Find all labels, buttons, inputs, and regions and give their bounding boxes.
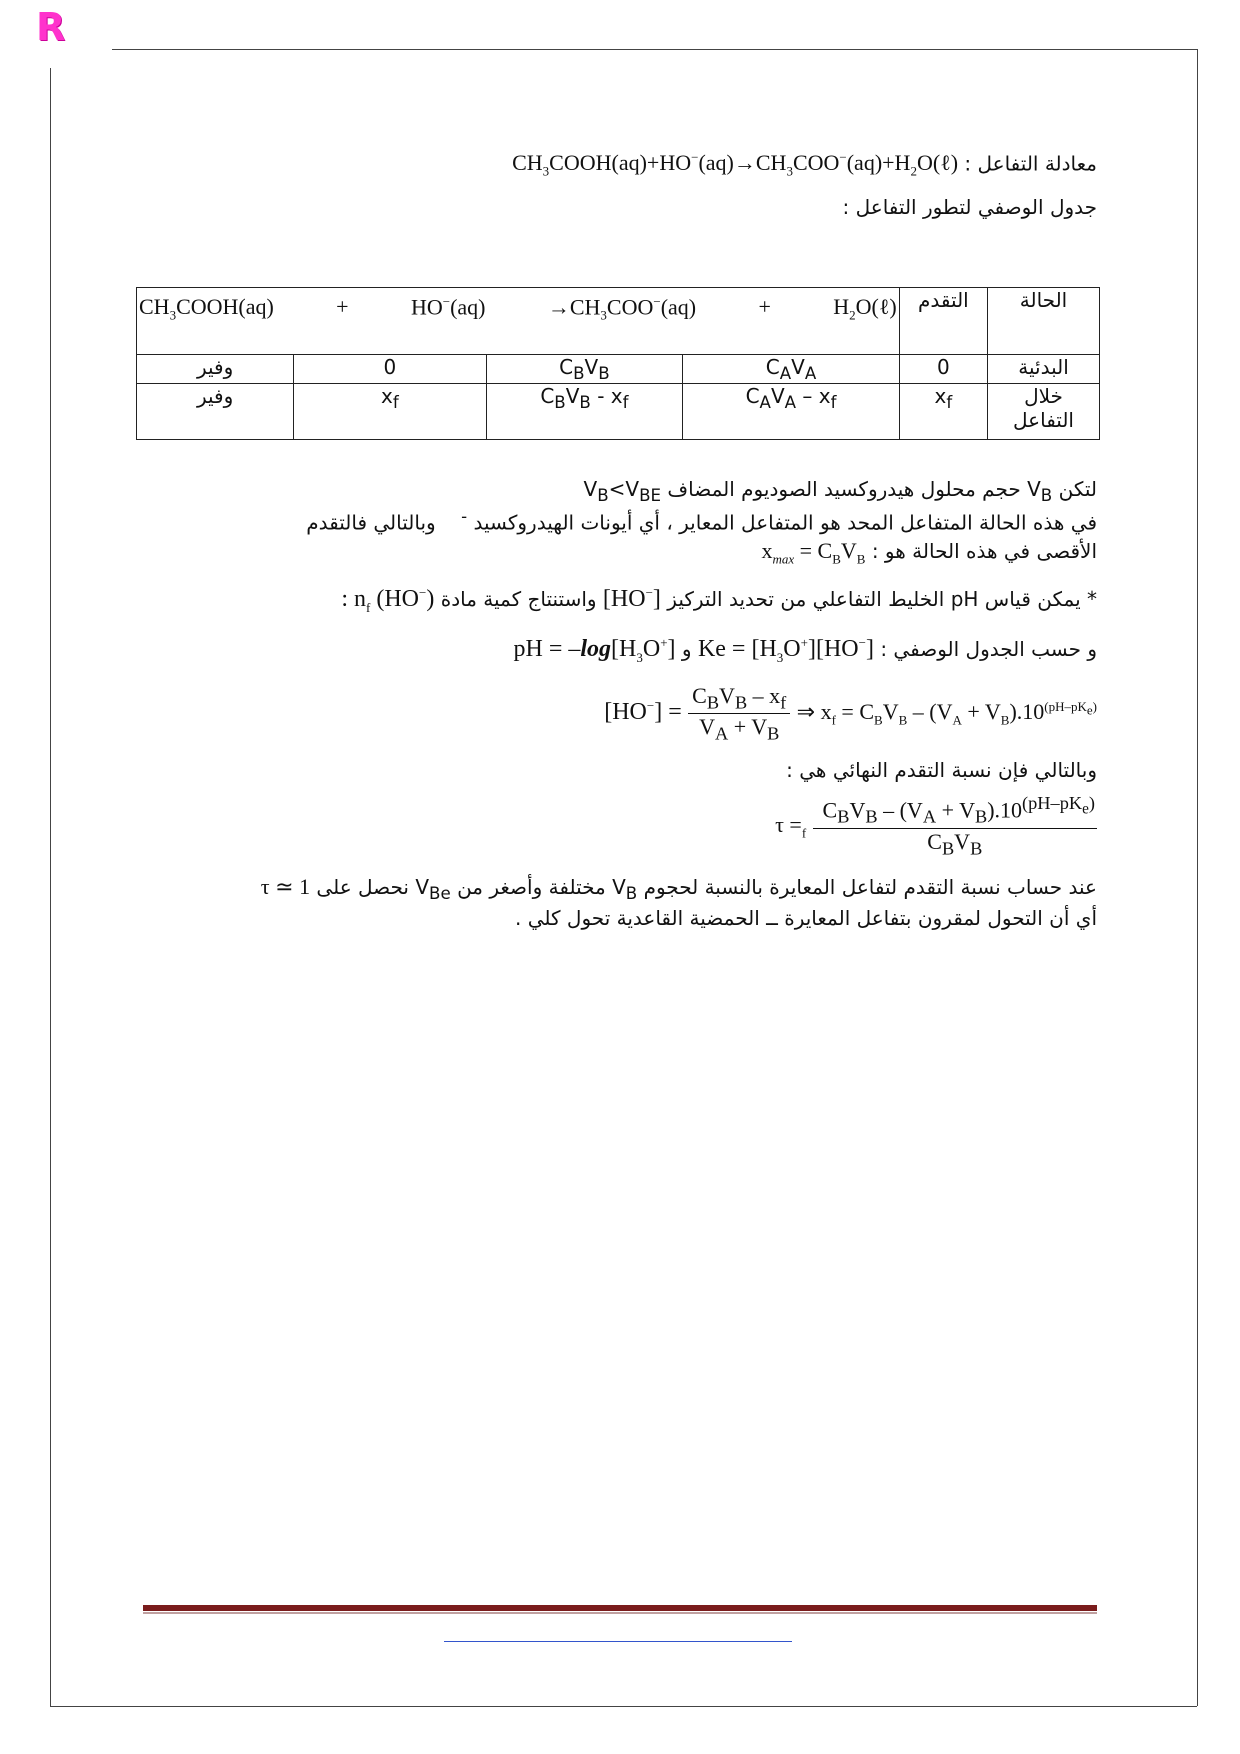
header-reactant1: $CH_3COOH(aq)$	[139, 294, 274, 323]
tau-symbol: $\tau =_f$	[775, 811, 807, 840]
cell-product1: $x_f$	[294, 384, 486, 440]
formula-xf-rhs: ⇒ $x_f = C_BV_B - (V_A + V_B).10^{(pH-pK_e)}$	[796, 699, 1097, 728]
text-line-1: لتكن $V_B$ حجم محلول هيدروكسيد الصوديوم المضاف $V_B<V_{BE}$	[583, 477, 1097, 505]
formula-xf-lhs: [HO−] =	[604, 698, 682, 726]
table-row-initial	[137, 355, 1100, 384]
header-advance: التقدم	[899, 288, 987, 355]
cell-state: خلال التفاعل	[988, 384, 1100, 440]
cell-reactant1: $C_AV_A$	[683, 355, 899, 384]
tau-numerator: $C_BV_B - (V_A + V_B).10^{(pH-pK_e)}$	[813, 793, 1097, 829]
header-equation-row	[137, 288, 899, 324]
text-line-7: عند حساب نسبة التقدم لتفاعل المعايرة بالنسبة لحجوم $V_B$ مختلفة وأصغر من $V_{Be}$ نحصل على τ ≃ 1	[260, 874, 1097, 903]
text-line-4	[341, 585, 1097, 616]
cell-reactant2: $C_BV_B$	[486, 355, 683, 384]
tau-approx: τ ≃ 1	[260, 874, 311, 899]
cell-reactant2: $C_BV_B - x_f$	[486, 384, 683, 440]
text-line-5-label: و حسب الجدول الوصفي :	[880, 637, 1097, 661]
cell-product1: 0	[294, 355, 486, 384]
ho-concentration: [HO−]	[602, 585, 661, 612]
text-line-8: أي أن التحول لمقرون بتفاعل المعايرة ــ الحمضية القاعدية تحول كلي .	[515, 906, 1097, 930]
ph-equation: pH = $-\log[H_3O^+]$	[513, 635, 676, 665]
table-title: جدول الوصفي لتطور التفاعل :	[842, 195, 1097, 219]
page-border-bottom	[50, 1706, 1197, 1707]
tau-denominator: $C_BV_B$	[927, 828, 983, 859]
cell-reactant1: $C_AV_A - x_f$	[683, 384, 899, 440]
table-header-row	[137, 288, 1100, 355]
footer-bar	[143, 1605, 1097, 1611]
nf-ho: : $n_f$ (HO−)	[341, 585, 435, 615]
text-line-5-and: و	[681, 637, 692, 661]
reaction-label: معادلة التفاعل :	[964, 151, 1097, 176]
footer-link[interactable]	[444, 1641, 792, 1642]
text-line-3-label: الأقصى في هذه الحالة هو :	[871, 539, 1097, 563]
text-line-5	[513, 635, 1097, 666]
footer-bar-shadow	[143, 1612, 1097, 1614]
page-border-left	[50, 68, 51, 1706]
page-border-right	[1197, 49, 1198, 1706]
logo-r: R	[36, 5, 66, 49]
formula-tau	[775, 793, 1097, 859]
cell-product2: وفير	[137, 355, 294, 384]
header-plus1: +	[336, 294, 349, 319]
header-state: الحالة	[988, 288, 1100, 355]
ke-equation: $Ke = [H_3O^+][HO^-]$	[697, 635, 874, 665]
header-product2: $H_2O(\ell)$	[833, 294, 897, 323]
cell-advance: 0	[899, 355, 987, 384]
formula-xf-fraction	[688, 683, 790, 745]
header-reactant2: HO−(aq)	[410, 294, 486, 320]
text-line-4-label: * يمكن قياس pH الخليط التفاعلي من تحديد التركيز	[667, 587, 1097, 611]
text-line-3	[761, 538, 1097, 567]
cell-advance: $x_f$	[899, 384, 987, 440]
xmax-equation: $x_{max} = C_BV_B$	[761, 538, 866, 567]
reaction-arrow: →	[733, 150, 756, 176]
table-row-during	[137, 384, 1100, 440]
progress-table	[136, 287, 1100, 440]
cell-state: البدئية	[988, 355, 1100, 384]
formula-tau-fraction	[813, 793, 1097, 859]
text-line-4-mid: واستنتاج كمية مادة	[440, 587, 597, 611]
header-equation	[137, 288, 900, 355]
header-product1: $\to CH_3COO^-(aq)$	[547, 294, 697, 323]
header-plus2: +	[758, 294, 771, 319]
fraction-denominator: $V_A + V_B$	[699, 714, 780, 744]
text-line-6: وبالتالي فإن نسبة التقدم النهائي هي :	[786, 758, 1097, 782]
page-border-top	[112, 49, 1197, 50]
text-line-2: في هذه الحالة المتفاعل المحد هو المتفاعل المعاير ، أي أيونات الهيدروكسيد - وبالتالي فالتقدم	[306, 507, 1097, 535]
fraction-numerator: $C_BV_B - x_f$	[688, 683, 790, 714]
reaction-equation-line	[512, 150, 1097, 180]
formula-xf	[604, 683, 1097, 745]
reaction-equation: $CH_3COOH(aq)+HO^-(aq)\to CH_3COO^-(aq)+H_2O(\ell)$	[512, 150, 959, 179]
cell-product2: وفير	[137, 384, 294, 440]
